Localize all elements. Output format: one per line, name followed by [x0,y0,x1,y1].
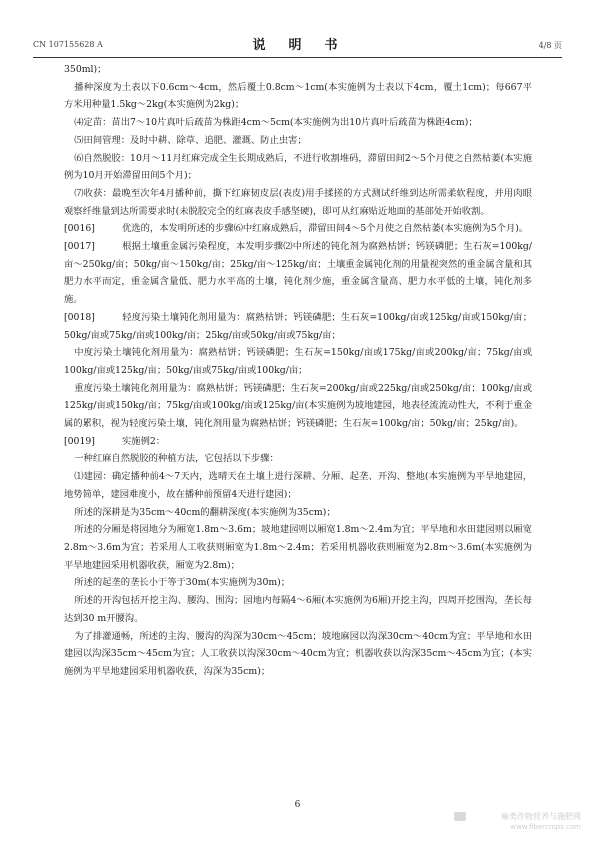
paragraph-text: ⑸田间管理：及时中耕、除草、追肥、灌溉、防止虫害； [74,134,307,146]
paragraph [64,79,532,114]
paragraph-text: 中度污染土壤钝化剂用量为：腐熟枯饼；钙镁磷肥；生石灰=150kg/亩或175kg/亩或200kg/亩；75kg/亩或100kg/亩或125kg/亩；50kg/亩或75kg/亩或100kg/亩； [64,347,532,376]
paragraph-text: 一种红麻自然脱胶的种植方法，它包括以下步骤： [74,453,279,465]
paragraph-text: 重度污染土壤钝化剂用量为：腐熟枯饼；钙镁磷肥；生石灰=200kg/亩或225kg/亩或250kg/亩；100kg/亩或125kg/亩或150kg/亩；75kg/亩或100kg/亩或125kg/亩(本实施例为坡地建园，地表径流流动性大，不利于重金属的累积，视为轻度污染土壤，钝化剂用量为腐熟枯饼；钙镁磷肥；生石灰=100kg/亩；50kg/亩；25kg/亩)。 [64,382,532,430]
paragraph [64,150,532,185]
paragraph-text: 根据土壤重金属污染程度，本发明步骤⑵中所述的钝化剂为腐熟枯饼；钙镁磷肥；生石灰=100kg/亩～250kg/亩；50kg/亩～150kg/亩；25kg/亩～125kg/亩；土壤重金属钝化剂的用量视突然的重金属含量和其肥力水平而定，重金属含量低、肥力水平高的土壤，钝化剂少施，重金属含量高、肥力水平低的土壤，钝化剂多施。 [64,241,532,306]
paragraph-number: [0019] [64,435,95,447]
paragraph [64,238,532,309]
publication-number: CN 107155628 A [33,40,103,49]
paragraph-text: 所述的开沟包括开挖主沟、腰沟、围沟；园地内每隔4～6厢(本实施例为6厢)开挖主沟，四周开挖围沟，垄长每达到30 m开腰沟。 [64,595,532,624]
paragraph [64,380,532,433]
paragraph [64,61,532,79]
paragraph-number: [0018] [64,311,95,323]
paragraph [64,132,532,150]
paragraph [64,592,532,627]
paragraph-text: 为了排灌通畅，所述的主沟、腰沟的沟深为30cm～45cm；坡地麻园以沟深30cm～40cm为宜；平旱地和水田建园以沟深35cm～45cm为宜；人工收获以沟深30cm～40cm为宜；机器收获以沟深35cm～45cm为宜；(本实施例为平旱地建园采用机器收获，沟深为35cm)； [64,630,532,677]
page-number: 6 [294,800,301,810]
paragraph-text: 所述的分厢是将园地分为厢宽1.8m～3.6m；坡地建园则以厢宽1.8m～2.4m为宜；平旱地和水田建园则以厢宽2.8m～3.6m为宜；若采用人工收获则厢宽为1.8m～2.4m；若采用机器收获则厢宽为2.8m～3.6m(本实施例为平旱地建园采用机器收获，厢宽为2.8m)； [64,524,532,571]
header-rule [33,57,562,58]
paragraph [64,468,532,503]
paragraph-text: ⑴建园：确定播种前4～7天内，选晴天在土壤上进行深耕、分厢、起垄、开沟、整地(本实施例为平旱地建园，地势简单，建园难度小，故在播种前预留4天进行建园)； [64,471,532,500]
paragraph [64,450,532,468]
paragraph [64,114,532,132]
document-body [64,61,532,681]
document-title: 说 明 书 [252,38,343,53]
paragraph [64,574,532,592]
paragraph-text: ⑹自然脱胶：10月～11月红麻完成全生长期成熟后，不进行收割堆码，滞留田间2～5个月使之自然枯萎(本实施例为10月开始滞留田间5个月)； [64,152,532,182]
paragraph-text: 所述的深耕是为35cm～40cm的翻耕深度(本实施例为35cm)； [74,506,336,518]
paragraph [64,220,532,238]
paragraph-number: [0017] [64,241,95,253]
paragraph-text: 所述的起垄的垄长小于等于30m(本实施例为30m)； [74,577,291,589]
page-header [33,34,562,54]
paragraph [64,521,532,574]
paragraph-text: 350ml)； [64,64,107,75]
paragraph-text: 优选的，本发明所述的步骤⑹中红麻成熟后，滞留田间4～5个月使之自然枯萎(本实施例为5个月)。 [122,223,529,235]
paragraph-number: [0016] [64,223,95,235]
page-indicator: 4/8 页 [538,41,562,50]
watermark-text: 麻类作物营养与施肥网 [501,812,581,821]
paragraph [64,628,532,681]
watermark-url: www.fibercrops.com [510,823,581,831]
paragraph [64,504,532,522]
paragraph-text: ⑷定苗：苗出7～10片真叶后疏苗为株距4cm～5cm(本实施例为出10片真叶后疏苗为株距4cm)； [74,117,478,129]
paragraph [64,433,532,451]
paragraph-text: 播种深度为土表以下0.6cm～4cm，然后覆土0.8cm～1cm(本实施例为土表以下4cm，覆土1cm)；每667平方米用种量1.5kg～2kg(本实施例为2kg)； [64,81,532,111]
paragraph [64,309,532,344]
paragraph-text: 实施例2： [122,435,166,447]
paragraph-text: ⑺收获：最晚至次年4月播种前，撕下红麻韧皮层(表皮)用手揉搓的方式测试纤维到达所需柔软程度，并用肉眼观察纤维量到达所需要求时(未脱胶完全的红麻表皮手感坚硬)，即可从红麻贴近地面的基部处开始收割。 [64,187,532,217]
paragraph [64,344,532,379]
paragraph-text: 轻度污染土壤钝化剂用量为：腐熟枯饼；钙镁磷肥；生石灰=100kg/亩或125kg/亩或150kg/亩；50kg/亩或75kg/亩或100kg/亩；25kg/亩或50kg/亩或75kg/亩； [64,311,532,341]
watermark-logo-icon [454,812,466,821]
paragraph [64,185,532,220]
